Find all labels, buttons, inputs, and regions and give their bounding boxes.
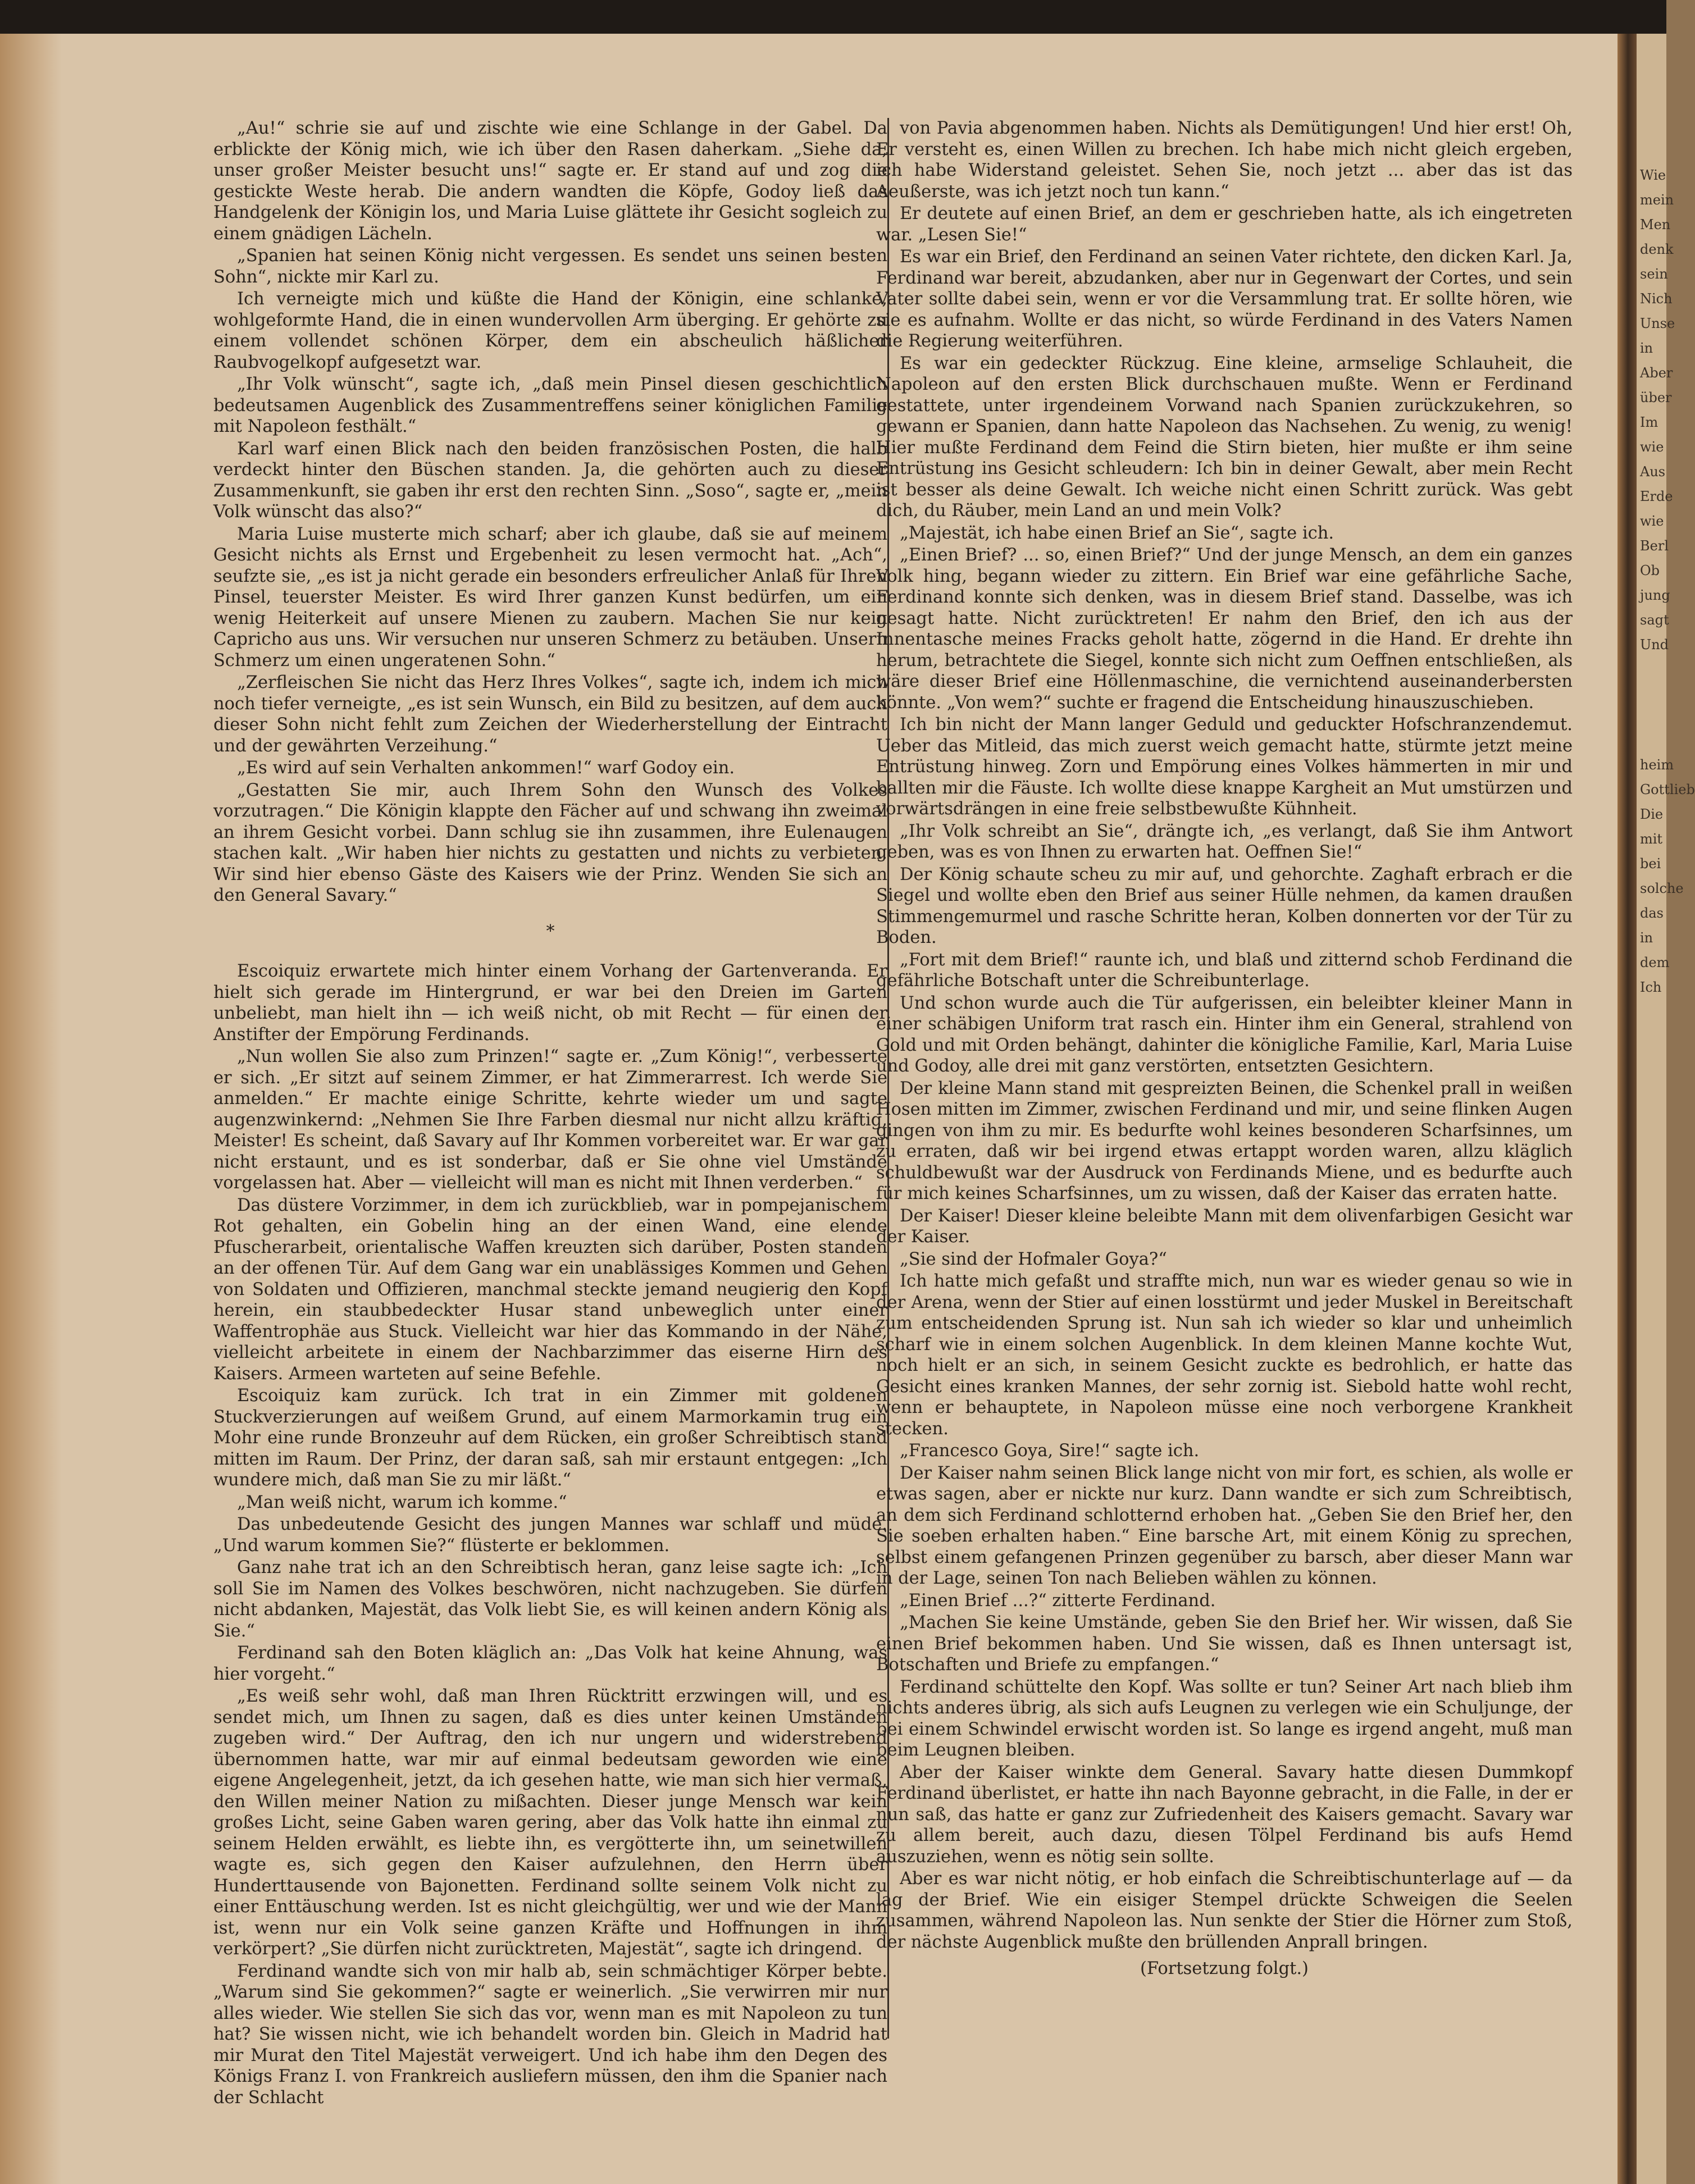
adjacent-page-fragment: in xyxy=(1640,340,1653,356)
paragraph: Aber es war nicht nötig, er hob einfach die Schreibtischunterlage auf — da lag der Brief. Wie ein eisiger Stempel drückte Schweigen die Seelen zusammen, während Napoleon las. Nun senkte der Stier die Hörner zum Stoß, der nächste Augenblick mußte den brüllenden Anprall bringen. xyxy=(876,1869,1573,1952)
adjacent-page-fragment: mit xyxy=(1640,831,1663,847)
page-left-margin xyxy=(0,34,62,2184)
paragraph: Der kleine Mann stand mit gespreizten Beinen, die Schenkel prall in weißen Hosen mitten im Zimmer, zwischen Ferdinand und mir, und seine flinken Augen gingen von ihm zu mir. Es bedurfte wohl keines besonderen Scharfsinnes, um zu erraten, daß wir bei irgend etwas ertappt worden waren, allzu kläglich schuldbewußt war der Ausdruck von Ferdinands Miene, und es bedurfte auch für mich keines Scharfsinnes, um zu wissen, daß der Kaiser das erraten hatte. xyxy=(876,1078,1573,1203)
adjacent-page-fragment: jung xyxy=(1640,587,1670,603)
paragraph: „Es wird auf sein Verhalten ankommen!“ warf Godoy ein. xyxy=(237,758,735,778)
paragraph: Ich hatte mich gefaßt und straffte mich, nun war es wieder genau so wie in der Arena, wenn der Stier auf einen losstürmt und jeder Muskel in Bereitschaft zum entscheidenden Sprung ist. Nun sah ich wieder so klar und unheimlich scharf wie in einem solchen Augenblick. In dem kleinen Manne kochte Wut, noch hielt er an sich, in seinem Gesicht zuckte es bedrohlich, er hatte das Gesicht eines kranken Mannes, der sehr zornig ist. Siebold hatte wohl recht, wenn er behauptete, in Napoleon müsse eine noch verborgene Krankheit stecken. xyxy=(876,1271,1573,1439)
adjacent-page-fragment: wie xyxy=(1640,439,1664,455)
adjacent-page-fragment: wie xyxy=(1640,513,1664,529)
adjacent-page-fragment: Aus xyxy=(1640,464,1666,480)
adjacent-page-fragment: in xyxy=(1640,930,1653,946)
adjacent-page-fragment: heim xyxy=(1640,757,1674,773)
paragraph: „Spanien hat seinen König nicht vergessen. Es sendet uns seinen besten Sohn“, nickte mir Karl zu. xyxy=(213,246,887,287)
paragraph: Escoiquiz kam zurück. Ich trat in ein Zimmer mit goldenen Stuckverzierungen auf weißem Grund, auf einem Marmorkamin trug ein Mohr eine runde Bronzeuhr auf dem Rücken, ein großer Schreibtisch stand mitten im Raum. Der Prinz, der daran saß, sah mir erstaunt entgegen: „Ich wundere mich, daß man Sie zu mir läßt.“ xyxy=(213,1386,887,1490)
adjacent-page-fragment: Gottlieb xyxy=(1640,782,1695,797)
paragraph: Karl warf einen Blick nach den beiden französischen Posten, die halb verdeckt hinter den Büschen standen. Ja, die gehörten auch zu dieser Zusammenkunft, sie gaben ihr erst den rechten Sinn. „Soso“, sagte er, „mein Volk wünscht das also?“ xyxy=(213,439,887,522)
section-separator: * xyxy=(546,921,555,941)
paragraph: „Es weiß sehr wohl, daß man Ihren Rücktritt erzwingen will, und es sendet mich, um Ihnen zu sagen, daß es dies unter keinen Umständen zugeben wird.“ Der Auftrag, den ich nur ungern und widerstrebend übernommen hatte, war mir auf einmal bedeutsam geworden wie eine eigene Angelegenheit, jetzt, da ich gesehen hatte, wie man sich hier vermaß, den Willen meiner Nation zu mißachten. Dieser junge Mensch war kein großes Licht, seine Gaben waren gering, aber das Volk hatte ihn einmal zu seinem Helden erwählt, es liebte ihn, es vergötterte ihn, um seinetwillen wagte es, sich gegen den Kaiser aufzulehnen, den Herrn über Hunderttausende von Bajonetten. Ferdinand sollte seinem Volk nicht zu einer Enttäuschung werden. Ist es nicht gleichgültig, wer und wie der Mann ist, wenn nur ein Volk seine ganzen Kräfte und Hoffnungen in ihm verkörpert? „Sie dürfen nicht zurücktreten, Majestät“, sagte ich dringend. xyxy=(213,1686,887,1959)
adjacent-page-fragment: Im xyxy=(1640,414,1658,430)
paragraph: Escoiquiz erwartete mich hinter einem Vorhang der Gartenveranda. Er hielt sich gerade im Hintergrund, er war bei den Dreien im Garten unbeliebt, man hielt ihn — ich weiß nicht, ob mit Recht — für einen der Anstifter der Empörung Ferdinands. xyxy=(213,961,887,1045)
paragraph: „Einen Brief ...?“ zitterte Ferdinand. xyxy=(900,1590,1216,1611)
adjacent-page-fragment: Unse xyxy=(1640,316,1675,331)
paragraph: von Pavia abgenommen haben. Nichts als Demütigungen! Und hier erst! Oh, Er versteht es, einen Willen zu brechen. Ich habe mich nicht gleich ergeben, ich habe Widerstand geleistet. Sehen Sie, noch jetzt ... aber das ist das Aeußerste, was ich jetzt noch tun kann.“ xyxy=(876,118,1573,202)
adjacent-page-fragment: Wie xyxy=(1640,167,1666,183)
paragraph: Und schon wurde auch die Tür aufgerissen, ein beleibter kleiner Mann in einer schäbigen Uniform trat rasch ein. Hinter ihm ein General, strahlend von Gold und mit Orden behängt, dahinter die königliche Familie, Karl, Maria Luise und Godoy, alle drei mit ganz verstörten, entsetzten Gesichtern. xyxy=(876,993,1573,1076)
paragraph: „Machen Sie keine Umstände, geben Sie den Brief her. Wir wissen, daß Sie einen Brief bekommen haben. Und Sie wissen, daß es Ihnen untersagt ist, Botschaften und Briefe zu empfangen.“ xyxy=(876,1613,1573,1675)
left-column xyxy=(213,118,887,2109)
adjacent-page-fragment: das xyxy=(1640,905,1664,921)
paragraph: Ferdinand schüttelte den Kopf. Was sollte er tun? Seiner Art nach blieb ihm nichts anderes übrig, als sich aufs Leugnen zu verlegen wie ein Schuljunge, der bei einem Schwindel erwischt worden ist. So lange es irgend angeht, muß man beim Leugnen bleiben. xyxy=(876,1677,1573,1760)
left-column-part-2 xyxy=(213,961,887,2108)
adjacent-page-fragment: Und xyxy=(1640,637,1669,653)
paragraph: Er deutete auf einen Brief, an dem er geschrieben hatte, als ich eingetreten war. „Lesen Sie!“ xyxy=(876,204,1573,245)
adjacent-page-fragment: über xyxy=(1640,390,1672,405)
adjacent-page-fragment: Ob xyxy=(1640,563,1660,578)
paragraph: „Gestatten Sie mir, auch Ihrem Sohn den Wunsch des Volkes vorzutragen.“ Die Königin klappte den Fächer auf und schwang ihn zweimal an ihrem Gesicht vorbei. Dann schlug sie ihn zusammen, ihre Eulenaugen stachen kalt. „Wir haben hier nichts zu gestatten und nichts zu verbieten. Wir sind hier ebenso Gäste des Kaisers wie der Prinz. Wenden Sie sich an den General Savary.“ xyxy=(213,780,887,905)
adjacent-page-fragment: Men xyxy=(1640,217,1671,232)
adjacent-page-strip xyxy=(1637,34,1695,2184)
paragraph: Das düstere Vorzimmer, in dem ich zurückblieb, war in pompejanischem Rot gehalten, ein Gobelin hing an der einen Wand, eine elende Pfuscherarbeit, orientalische Waffen kreuzten sich darüber, Posten standen an der offenen Tür. Auf dem Gang war ein unablässiges Kommen und Gehen von Soldaten und Offizieren, manchmal steckte jemand neugierig den Kopf herein, ein staubbedeckter Husar stand unbeweglich unter einer Waffentrophäe aus Stuck. Vielleicht war hier das Kommando in der Nähe, vielleicht arbeitete in einem der Nachbarzimmer das eiserne Hirn des Kaisers. Armeen warteten auf seine Befehle. xyxy=(213,1195,887,1384)
paragraph: Ferdinand wandte sich von mir halb ab, sein schmächtiger Körper bebte. „Warum sind Sie gekommen?“ sagte er weinerlich. „Sie verwirren mir nur alles wieder. Wie stellen Sie sich das vor, wenn man es mit Napoleon zu tun hat? Sie wissen nicht, wie ich behandelt worden bin. Gleich in Madrid hat mir Murat den Titel Majestät verweigert. Und ich habe ihm den Degen des Königs Franz I. von Frankreich ausliefern müssen, den ihm die Spanier nach der Schlacht xyxy=(213,1961,887,2108)
adjacent-page-fragment: Aber xyxy=(1640,365,1673,381)
adjacent-page-fragment: denk xyxy=(1640,241,1674,257)
book-gutter xyxy=(1617,34,1637,2184)
adjacent-page-fragment: Die xyxy=(1640,806,1664,822)
paragraph: „Nun wollen Sie also zum Prinzen!“ sagte er. „Zum König!“, verbesserte er sich. „Er sitzt auf seinem Zimmer, er hat Zimmerarrest. Ich werde Sie anmelden.“ Er machte einige Schritte, kehrte wieder um und sagte augenzwinkernd: „Nehmen Sie Ihre Farben diesmal nur nicht allzu kräftig, Meister! Es scheint, daß Savary auf Ihr Kommen vorbereitet war. Er war gar nicht erstaunt, und es ist sonderbar, daß er Sie ohne viel Umstände vorgelassen hat. Aber — vielleicht will man es nicht mit Ihnen verderben.“ xyxy=(213,1047,887,1193)
paragraph: Ganz nahe trat ich an den Schreibtisch heran, ganz leise sagte ich: „Ich soll Sie im Namen des Volkes beschwören, nicht nachzugeben. Sie dürfen nicht abdanken, Majestät, das Volk liebt Sie, es will keinen andern König als Sie.“ xyxy=(213,1558,887,1641)
adjacent-page-fragment: Nich xyxy=(1640,291,1673,307)
adjacent-page-fragment: Berl xyxy=(1640,538,1669,554)
paragraph: Das unbedeutende Gesicht des jungen Mannes war schlaff und müde. „Und warum kommen Sie?“ flüsterte er beklommen. xyxy=(213,1515,887,1556)
adjacent-page-fragment: sagt xyxy=(1640,612,1669,628)
paragraph: „Fort mit dem Brief!“ raunte ich, und blaß und zitternd schob Ferdinand die gefährliche Botschaft unter die Schreibunterlage. xyxy=(876,950,1573,991)
paragraph: „Zerfleischen Sie nicht das Herz Ihres Volkes“, sagte ich, indem ich mich noch tiefer verneigte, „es ist sein Wunsch, ein Bild zu besitzen, auf dem auch dieser Sohn nicht fehlt zum Zeichen der Wiederherstellung der Eintracht und der gewährten Verzeihung.“ xyxy=(213,673,887,756)
right-column-body xyxy=(876,118,1573,1953)
paragraph: „Einen Brief? ... so, einen Brief?“ Und der junge Mensch, an dem ein ganzes Volk hing, begann wieder zu zittern. Ein Brief war eine gefährliche Sache, Ferdinand konnte sich denken, was in diesem Brief stand. Dasselbe, was ich gesagt hatte. Nicht zurücktreten! Er nahm den Brief, den ich aus der Innentasche meines Fracks geholt hatte, zögernd in die Hand. Er drehte ihn herum, betrachtete die Siegel, konnte sich nicht zum Oeffnen entschließen, als wäre dieser Brief eine Höllenmaschine, die vernichtend auseinanderbersten könnte. „Von wem?“ suchte er fragend die Entscheidung hinauszuschieben. xyxy=(876,545,1573,713)
adjacent-page-fragment: Ich xyxy=(1640,979,1662,995)
adjacent-page-fragment: dem xyxy=(1640,955,1670,970)
paragraph: Der König schaute scheu zu mir auf, und gehorchte. Zaghaft erbrach er die Siegel und wollte eben den Brief aus seiner Hülle nehmen, da kamen draußen Stimmengemurmel und rasche Schritte heran, Kolben donnerten vor der Tür zu Boden. xyxy=(876,864,1573,947)
paragraph: „Majestät, ich habe einen Brief an Sie“, sagte ich. xyxy=(900,523,1334,543)
paragraph: „Ihr Volk wünscht“, sagte ich, „daß mein Pinsel diesen geschichtlich bedeutsamen Augenblick des Zusammentreffens seiner königlichen Familie mit Napoleon festhält.“ xyxy=(213,375,887,436)
paragraph: „Au!“ schrie sie auf und zischte wie eine Schlange in der Gabel. Da erblickte der König mich, wie ich über den Rasen daherkam. „Siehe da, unser großer Meister besucht uns!“ sagte er. Er stand auf und zog die gestickte Weste herab. Die andern wandten die Köpfe, Godoy ließ das Handgelenk der Königin los, und Maria Luise glättete ihr Gesicht sogleich zu einem gnädigen Lächeln. xyxy=(213,118,887,244)
adjacent-page-fragment: solche xyxy=(1640,881,1684,896)
adjacent-page-fragment: sein xyxy=(1640,266,1668,282)
scan-top-edge xyxy=(0,0,1666,34)
paragraph: Es war ein gedeckter Rückzug. Eine kleine, armselige Schlauheit, die Napoleon auf den ersten Blick durchschauen mußte. Wenn er Ferdinand gestattete, unter irgendeinem Vorwand nach Spanien zurückzukehren, so gewann er Spanien, dann hatte Napoleon das Nachsehen. Zu wenig, zu wenig! Hier mußte Ferdinand dem Feind die Stirn bieten, hier mußte er ihm seine Entrüstung ins Gesicht schleudern: Ich bin in deiner Gewalt, aber mein Recht ist besser als deine Gewalt. Ich weiche nicht einen Schritt zurück. Was gebt dich, du Räuber, mein Land an und mein Volk? xyxy=(876,353,1573,521)
adjacent-page-fragment: bei xyxy=(1640,856,1661,872)
left-column-part-1 xyxy=(213,118,887,906)
adjacent-page-fragment: Erde xyxy=(1640,489,1673,504)
paragraph: „Francesco Goya, Sire!“ sagte ich. xyxy=(900,1441,1200,1461)
paragraph: Ich bin nicht der Mann langer Geduld und geduckter Hofschranzendemut. Ueber das Mitleid, das mich zuerst weich gemacht hatte, stürmte jetzt meine Entrüstung hinweg. Zorn und Empörung eines Volkes hämmerten in mir und ballten mir die Fäuste. Ich wollte diese knappe Kargheit an Mut umstürzen und vorwärtsdrängen in eine freie selbstbewußte Kühnheit. xyxy=(876,715,1573,819)
paragraph: Aber der Kaiser winkte dem General. Savary hatte diesen Dummkopf Ferdinand überlistet, er hatte ihn nach Bayonne gebracht, in die Falle, in der er nun saß, das hatte er ganz zur Zufriedenheit des Kaisers gemacht. Savary war zu allem bereit, auch dazu, diesen Tölpel Ferdinand bis aufs Hemd auszuziehen, wenn es nötig sein sollte. xyxy=(876,1762,1573,1867)
paragraph: Der Kaiser nahm seinen Blick lange nicht von mir fort, es schien, als wolle er etwas sagen, aber er nickte nur kurz. Dann wandte er sich zum Schreibtisch, an dem sich Ferdinand schlotternd erhoben hat. „Geben Sie den Brief her, den Sie soeben erhalten haben.“ Eine barsche Art, mit einem König zu sprechen, selbst einem gefangenen Prinzen gegenüber zu barsch, aber dieser Mann war in der Lage, seinen Ton nach Belieben wählen zu können. xyxy=(876,1463,1573,1588)
paragraph: Maria Luise musterte mich scharf; aber ich glaube, daß sie auf meinem Gesicht nichts als Ernst und Ergebenheit zu lesen vermocht hat. „Ach“, seufzte sie, „es ist ja nicht gerade ein besonders erfreulicher Anlaß für Ihren Pinsel, teuerster Meister. Es wird Ihrer ganzen Kunst bedürfen, um ein wenig Heiterkeit auf unsere Mienen zu zaubern. Machen Sie nur kein Capricho aus uns. Wir versuchen nur unseren Schmerz zu betäuben. Unsern Schmerz um einen ungeratenen Sohn.“ xyxy=(213,524,887,671)
paragraph: Der Kaiser! Dieser kleine beleibte Mann mit dem olivenfarbigen Gesicht war der Kaiser. xyxy=(876,1206,1573,1247)
paragraph: „Man weiß nicht, warum ich komme.“ xyxy=(237,1492,567,1512)
right-column xyxy=(876,118,1573,1980)
paragraph: Es war ein Brief, den Ferdinand an seinen Vater richtete, den dicken Karl. Ja, Ferdinand war bereit, abzudanken, aber nur in Gegenwart der Cortes, und sein Vater sollte dabei sein, wenn er vor die Versammlung trat. Er sollte hören, wie sie es aufnahm. Wollte er das nicht, so würde Ferdinand in des Vaters Namen die Regierung weiterführen. xyxy=(876,247,1573,351)
paragraph: „Ihr Volk schreibt an Sie“, drängte ich, „es verlangt, daß Sie ihm Antwort geben, was es von Ihnen zu erwarten hat. Oeffnen Sie!“ xyxy=(876,821,1573,862)
continuation-note: (Fortsetzung folgt.) xyxy=(1140,1959,1309,1978)
paragraph: „Sie sind der Hofmaler Goya?“ xyxy=(900,1249,1167,1269)
paragraph: Ferdinand sah den Boten kläglich an: „Das Volk hat keine Ahnung, was hier vorgeht.“ xyxy=(213,1643,887,1684)
adjacent-page-fragment: mein xyxy=(1640,192,1674,208)
paragraph: Ich verneigte mich und küßte die Hand der Königin, eine schlanke, wohlgeformte Hand, die in einen wundervollen Arm überging. Er gehörte zu einem vollendet schönen Körper, dem ein abscheulich häßlicher Raubvogelkopf aufgesetzt war. xyxy=(213,289,887,372)
